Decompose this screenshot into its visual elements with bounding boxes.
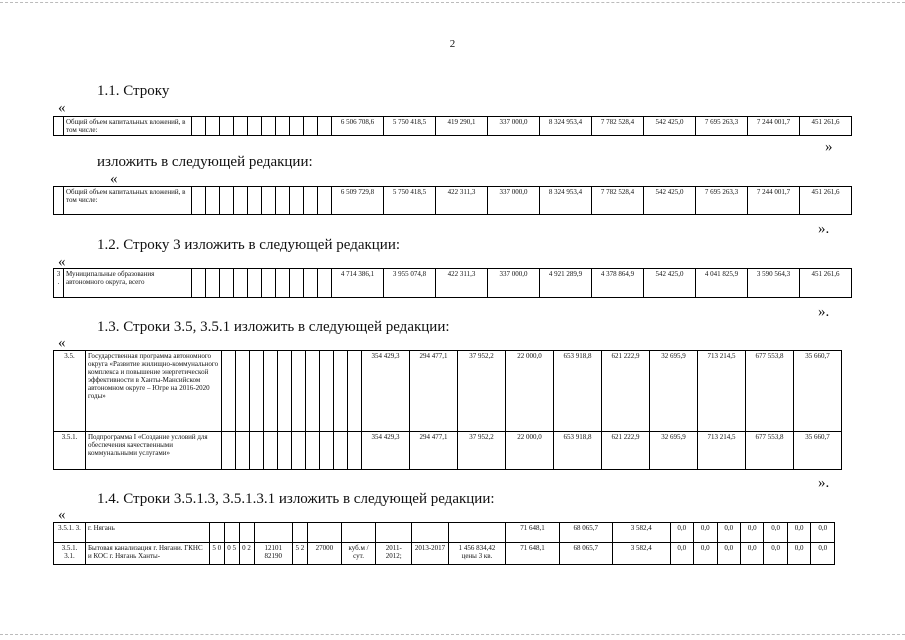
value-cell: 0,0 xyxy=(740,523,763,543)
value-cell: 621 222,9 xyxy=(602,432,650,470)
detail-cell: 0 5 xyxy=(224,543,239,565)
value-cell: 6 509 729,8 xyxy=(332,187,384,215)
value-cell: 451 261,6 xyxy=(800,117,852,136)
value-cell: 32 695,9 xyxy=(650,432,698,470)
value-cell: 22 000,0 xyxy=(506,351,554,432)
value-cell: 0,0 xyxy=(811,523,835,543)
row-label: Муниципальные образования автономного округа, всего xyxy=(64,269,192,298)
table-state-program xyxy=(53,350,842,470)
value-cell: 451 261,6 xyxy=(800,269,852,298)
value-cell: 37 952,2 xyxy=(458,351,506,432)
row-label: Общий объем капитальных вложений, в том числе: xyxy=(64,117,192,136)
table-row xyxy=(54,187,852,215)
value-cell: 7 695 263,3 xyxy=(696,187,748,215)
value-cell: 542 425,0 xyxy=(644,269,696,298)
value-cell: 337 000,0 xyxy=(488,117,540,136)
detail-cell: 1 456 834,42 цены 3 кв. xyxy=(448,543,506,565)
section-subheading-1-1: изложить в следующей редакции: xyxy=(97,154,313,170)
value-cell: 0,0 xyxy=(694,543,717,565)
table-row xyxy=(54,269,852,298)
value-cell: 294 477,1 xyxy=(410,351,458,432)
value-cell: 337 000,0 xyxy=(488,269,540,298)
close-quote: ». xyxy=(818,304,830,320)
detail-cell xyxy=(292,523,307,543)
value-cell: 4 041 825,9 xyxy=(696,269,748,298)
value-cell: 37 952,2 xyxy=(458,432,506,470)
row-label: г. Нягань xyxy=(86,523,210,543)
row-label: Бытовая канализация г. Нягани. ГКНС и КОС г. Нягань Ханты- xyxy=(86,543,210,565)
value-cell: 0,0 xyxy=(694,523,717,543)
detail-cell xyxy=(448,523,506,543)
close-quote: ». xyxy=(818,221,830,237)
detail-cell: 5 2 xyxy=(292,543,307,565)
value-cell: 354 429,3 xyxy=(362,432,410,470)
value-cell: 422 311,3 xyxy=(436,187,488,215)
row-number: 3.5.1. 3.1. xyxy=(54,543,86,565)
value-cell: 0,0 xyxy=(717,523,740,543)
row-label: Подпрограмма I «Создание условий для обеспечения качественными коммунальными услугами» xyxy=(86,432,222,470)
value-cell: 3 582,4 xyxy=(612,523,670,543)
value-cell: 451 261,6 xyxy=(800,187,852,215)
close-quote: ». xyxy=(818,475,830,491)
value-cell: 542 425,0 xyxy=(644,187,696,215)
value-cell: 71 648,1 xyxy=(506,543,559,565)
detail-cell xyxy=(209,523,224,543)
value-cell: 713 214,5 xyxy=(698,432,746,470)
value-cell: 71 648,1 xyxy=(506,523,559,543)
table-total-new xyxy=(53,186,852,215)
value-cell: 354 429,3 xyxy=(362,351,410,432)
table-row xyxy=(54,351,842,432)
open-quote: « xyxy=(58,335,66,351)
page-edge-bottom xyxy=(0,634,905,635)
value-cell: 35 660,7 xyxy=(794,432,842,470)
detail-cell xyxy=(412,523,448,543)
table-nyagan xyxy=(53,522,835,565)
row-number: 3 . xyxy=(54,269,64,298)
value-cell: 68 065,7 xyxy=(559,523,612,543)
value-cell: 0,0 xyxy=(670,543,693,565)
value-cell: 0,0 xyxy=(811,543,835,565)
value-cell: 3 955 074,8 xyxy=(384,269,436,298)
value-cell: 68 065,7 xyxy=(559,543,612,565)
table-row xyxy=(54,543,835,565)
detail-cell: 12101 82190 xyxy=(254,543,292,565)
value-cell: 294 477,1 xyxy=(410,432,458,470)
value-cell: 22 000,0 xyxy=(506,432,554,470)
detail-cell: куб.м / сут. xyxy=(341,543,375,565)
detail-cell xyxy=(307,523,341,543)
value-cell: 713 214,5 xyxy=(698,351,746,432)
value-cell: 422 311,3 xyxy=(436,269,488,298)
table-row xyxy=(54,117,852,136)
value-cell: 419 290,1 xyxy=(436,117,488,136)
open-quote: « xyxy=(58,254,66,270)
value-cell: 3 582,4 xyxy=(612,543,670,565)
page-edge-top xyxy=(0,2,905,3)
value-cell: 621 222,9 xyxy=(602,351,650,432)
value-cell: 0,0 xyxy=(740,543,763,565)
section-heading-1-2: 1.2. Строку 3 изложить в следующей редакции: xyxy=(97,237,401,253)
detail-cell: 2013-2017 xyxy=(412,543,448,565)
close-quote: » xyxy=(825,139,833,155)
value-cell: 542 425,0 xyxy=(644,117,696,136)
value-cell: 0,0 xyxy=(764,543,787,565)
table-total-old xyxy=(53,116,852,136)
table-municipalities xyxy=(53,268,852,298)
detail-cell: 2011-2012; xyxy=(376,543,412,565)
row-number: 3.5. xyxy=(54,351,86,432)
value-cell: 8 324 953,4 xyxy=(540,117,592,136)
table-row xyxy=(54,432,842,470)
page-number: 2 xyxy=(449,38,456,50)
value-cell: 5 750 418,5 xyxy=(384,117,436,136)
detail-cell: 27000 xyxy=(307,543,341,565)
value-cell: 0,0 xyxy=(670,523,693,543)
open-quote: « xyxy=(110,171,118,187)
value-cell: 677 553,8 xyxy=(746,432,794,470)
row-label: Общий объем капитальных вложений, в том числе: xyxy=(64,187,192,215)
section-heading-1-3: 1.3. Строки 3.5, 3.5.1 изложить в следующей редакции: xyxy=(97,319,450,335)
open-quote: « xyxy=(58,100,66,116)
value-cell: 7 244 001,7 xyxy=(748,117,800,136)
value-cell: 653 918,8 xyxy=(554,351,602,432)
row-number: 3.5.1. xyxy=(54,432,86,470)
detail-cell xyxy=(239,523,254,543)
open-quote: « xyxy=(58,507,66,523)
value-cell: 7 782 528,4 xyxy=(592,117,644,136)
value-cell: 0,0 xyxy=(717,543,740,565)
value-cell: 7 782 528,4 xyxy=(592,187,644,215)
value-cell: 0,0 xyxy=(787,543,810,565)
value-cell: 3 590 564,3 xyxy=(748,269,800,298)
detail-cell xyxy=(224,523,239,543)
value-cell: 0,0 xyxy=(787,523,810,543)
value-cell: 677 553,8 xyxy=(746,351,794,432)
detail-cell: 5 0 xyxy=(209,543,224,565)
detail-cell xyxy=(376,523,412,543)
value-cell: 4 378 864,9 xyxy=(592,269,644,298)
row-label: Государственная программа автономного округа «Развитие жилищно-коммунального комплекса и повышение энергетической эффективности в Ханты-Мансийском автономном округе – Югре на 2016-2020 годы» xyxy=(86,351,222,432)
detail-cell xyxy=(341,523,375,543)
detail-cell xyxy=(254,523,292,543)
section-heading-1-1: 1.1. Строку xyxy=(97,83,170,99)
value-cell: 337 000,0 xyxy=(488,187,540,215)
value-cell: 5 750 418,5 xyxy=(384,187,436,215)
table-row xyxy=(54,523,835,543)
detail-cell: 0 2 xyxy=(239,543,254,565)
value-cell: 7 244 001,7 xyxy=(748,187,800,215)
section-heading-1-4: 1.4. Строки 3.5.1.3, 3.5.1.3.1 изложить в следующей редакции: xyxy=(97,491,495,507)
value-cell: 4 921 289,9 xyxy=(540,269,592,298)
value-cell: 35 660,7 xyxy=(794,351,842,432)
value-cell: 4 714 386,1 xyxy=(332,269,384,298)
value-cell: 0,0 xyxy=(764,523,787,543)
row-number: 3.5.1. 3. xyxy=(54,523,86,543)
value-cell: 6 506 708,6 xyxy=(332,117,384,136)
value-cell: 32 695,9 xyxy=(650,351,698,432)
value-cell: 653 918,8 xyxy=(554,432,602,470)
value-cell: 7 695 263,3 xyxy=(696,117,748,136)
value-cell: 8 324 953,4 xyxy=(540,187,592,215)
